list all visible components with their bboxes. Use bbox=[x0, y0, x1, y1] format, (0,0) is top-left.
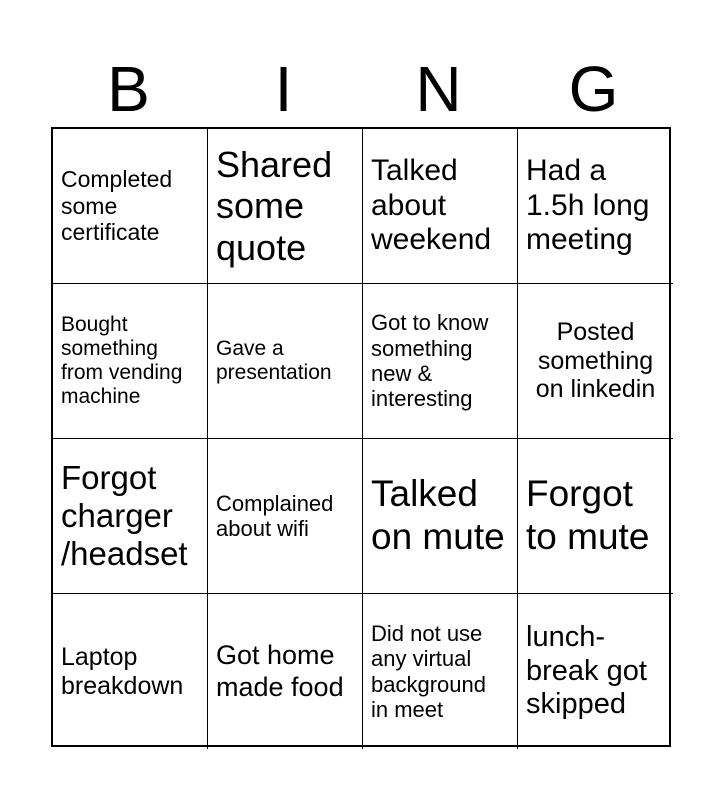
header-letter-i: I bbox=[274, 53, 293, 125]
bingo-cell-text: Talked on mute bbox=[371, 473, 505, 557]
bingo-cell-text: Did not use any virtual background in meet bbox=[371, 620, 486, 722]
bingo-cell[interactable] bbox=[363, 594, 518, 749]
bingo-cell[interactable] bbox=[363, 129, 518, 284]
bingo-cell-text: Got home made food bbox=[216, 640, 344, 702]
bingo-cell-text: Laptop breakdown bbox=[61, 642, 184, 700]
bingo-board bbox=[51, 127, 671, 747]
header-letter-b: B bbox=[107, 53, 150, 125]
bingo-cell-text: Had a 1.5h long meeting bbox=[526, 154, 650, 257]
bingo-cell[interactable] bbox=[518, 284, 673, 439]
bingo-cell-text: Gave a presentation bbox=[216, 336, 332, 384]
bingo-cell-text: lunch-break got skipped bbox=[526, 621, 647, 721]
bingo-cell[interactable] bbox=[363, 439, 518, 594]
bingo-cell-text: Shared some quote bbox=[216, 143, 333, 268]
header-letter-n: N bbox=[415, 53, 462, 125]
bingo-cell-text: Posted something on linkedin bbox=[535, 317, 656, 404]
bingo-cell-text: Completed some certificate bbox=[61, 166, 173, 246]
bingo-cell[interactable] bbox=[208, 594, 363, 749]
bingo-cell[interactable] bbox=[518, 129, 673, 284]
bingo-cell[interactable] bbox=[518, 439, 673, 594]
bingo-cell-text: Got to know something new & interesting bbox=[371, 310, 489, 412]
bingo-cell[interactable] bbox=[53, 129, 208, 284]
bingo-cell[interactable] bbox=[208, 284, 363, 439]
bingo-cell[interactable] bbox=[53, 594, 208, 749]
bingo-cell[interactable] bbox=[53, 284, 208, 439]
bingo-cell[interactable] bbox=[518, 594, 673, 749]
header-letter-g: G bbox=[568, 53, 619, 125]
bingo-cell-text: Forgot to mute bbox=[526, 473, 650, 557]
bingo-cell-text: Forgot charger /headset bbox=[61, 459, 188, 572]
bingo-cell-text: Talked about weekend bbox=[371, 154, 492, 257]
bingo-cell[interactable] bbox=[208, 439, 363, 594]
bingo-cell[interactable] bbox=[53, 439, 208, 594]
bingo-header bbox=[51, 50, 671, 128]
bingo-cell[interactable] bbox=[208, 129, 363, 284]
bingo-cell[interactable] bbox=[363, 284, 518, 439]
bingo-cell-text: Bought something from vending machine bbox=[61, 312, 183, 409]
bingo-cell-text: Complained about wifi bbox=[216, 490, 334, 541]
